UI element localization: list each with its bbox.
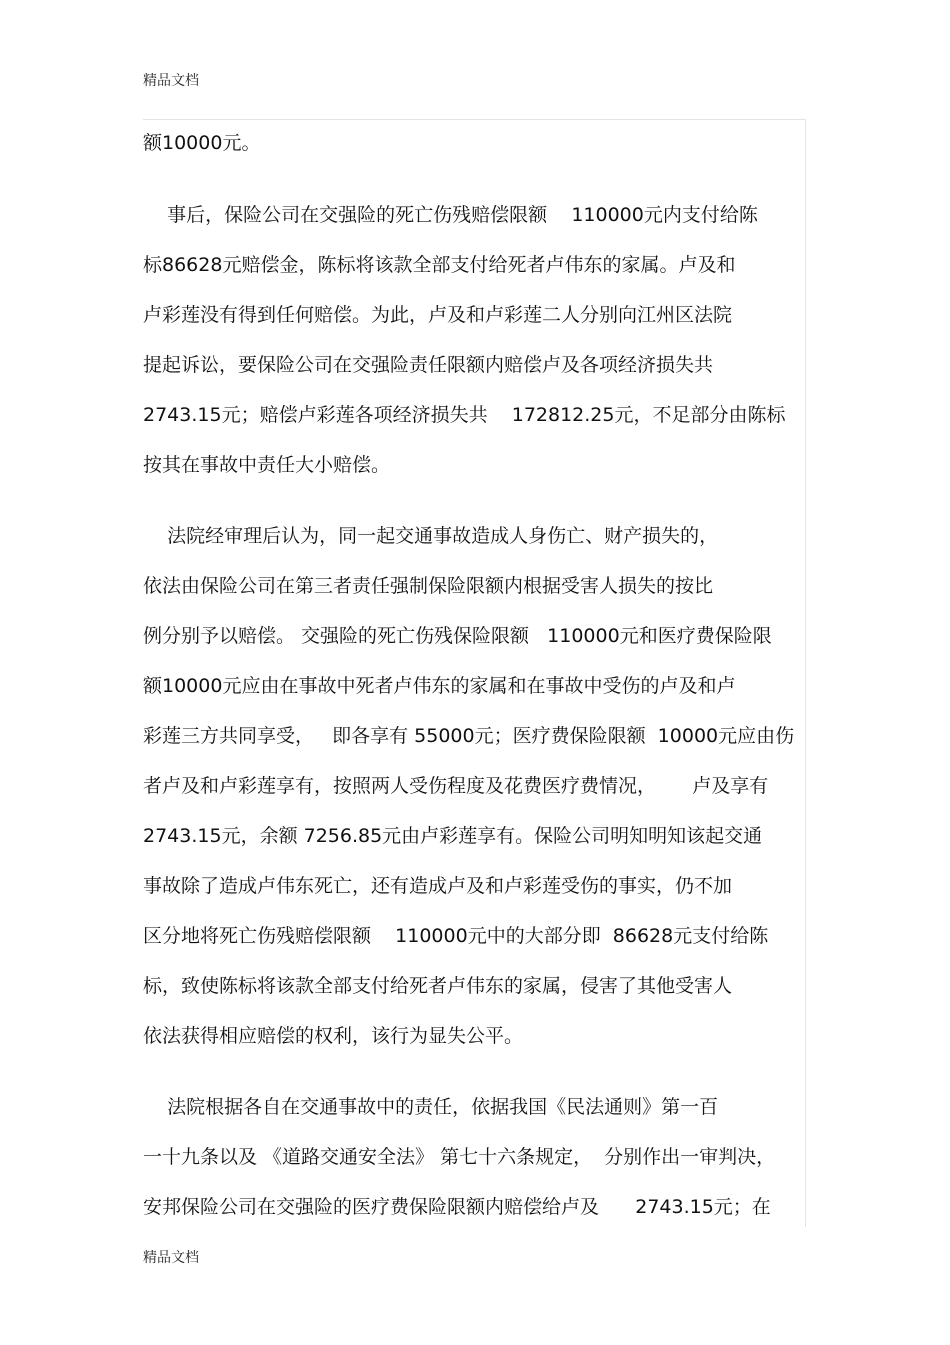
text-line: 卢彩莲没有得到任何赔偿。为此，卢及和卢彩莲二人分别向江州区法院 bbox=[143, 304, 733, 326]
text-line: 者卢及和卢彩莲享有，按照两人受伤程度及花费医疗费情况， 卢及享有 bbox=[143, 775, 769, 797]
text-line: 2743.15元；赔偿卢彩莲各项经济损失共 172812.25元，不足部分由陈标 bbox=[143, 404, 786, 426]
page-header-label: 精品文档 bbox=[143, 73, 199, 89]
text-line: 例分别予以赔偿。 交强险的死亡伤残保险限额 110000元和医疗费保险限 bbox=[143, 625, 772, 647]
text-line: 依法获得相应赔偿的权利，该行为显失公平。 bbox=[143, 1025, 524, 1047]
text-line: 法院根据各自在交通事故中的责任，依据我国《民法通则》第一百 bbox=[143, 1096, 719, 1118]
text-line: 区分地将死亡伤残赔偿限额 110000元中的大部分即 86628元支付给陈 bbox=[143, 925, 769, 947]
text-line: 法院经审理后认为，同一起交通事故造成人身伤亡、财产损失的， bbox=[143, 525, 719, 547]
text-line: 额10000元。 bbox=[143, 132, 261, 154]
text-line: 2743.15元，余额 7256.85元由卢彩莲享有。保险公司明知明知该起交通 bbox=[143, 825, 763, 847]
page-footer-label: 精品文档 bbox=[143, 1250, 199, 1266]
text-line: 事后，保险公司在交强险的死亡伤残赔偿限额 110000元内支付给陈 bbox=[143, 204, 758, 226]
text-line: 一十九条以及 《道路交通安全法》 第七十六条规定， 分别作出一审判决， bbox=[143, 1146, 776, 1168]
text-line: 标，致使陈标将该款全部支付给死者卢伟东的家属，侵害了其他受害人 bbox=[143, 975, 733, 997]
text-line: 依法由保险公司在第三者责任强制保险限额内根据受害人损失的按比 bbox=[143, 575, 714, 597]
text-line: 额10000元应由在事故中死者卢伟东的家属和在事故中受伤的卢及和卢 bbox=[143, 675, 736, 697]
text-line: 彩莲三方共同享受， 即各享有 55000元；医疗费保险限额 10000元应由伤 bbox=[143, 725, 795, 747]
text-line: 提起诉讼，要保险公司在交强险责任限额内赔偿卢及各项经济损失共 bbox=[143, 354, 714, 376]
text-line: 标86628元赔偿金，陈标将该款全部支付给死者卢伟东的家属。卢及和 bbox=[143, 254, 736, 276]
text-line: 安邦保险公司在交强险的医疗费保险限额内赔偿给卢及 2743.15元；在 bbox=[143, 1196, 771, 1218]
text-line: 按其在事故中责任大小赔偿。 bbox=[143, 454, 391, 476]
text-line: 事故除了造成卢伟东死亡，还有造成卢及和卢彩莲受伤的事实，仍不加 bbox=[143, 875, 733, 897]
